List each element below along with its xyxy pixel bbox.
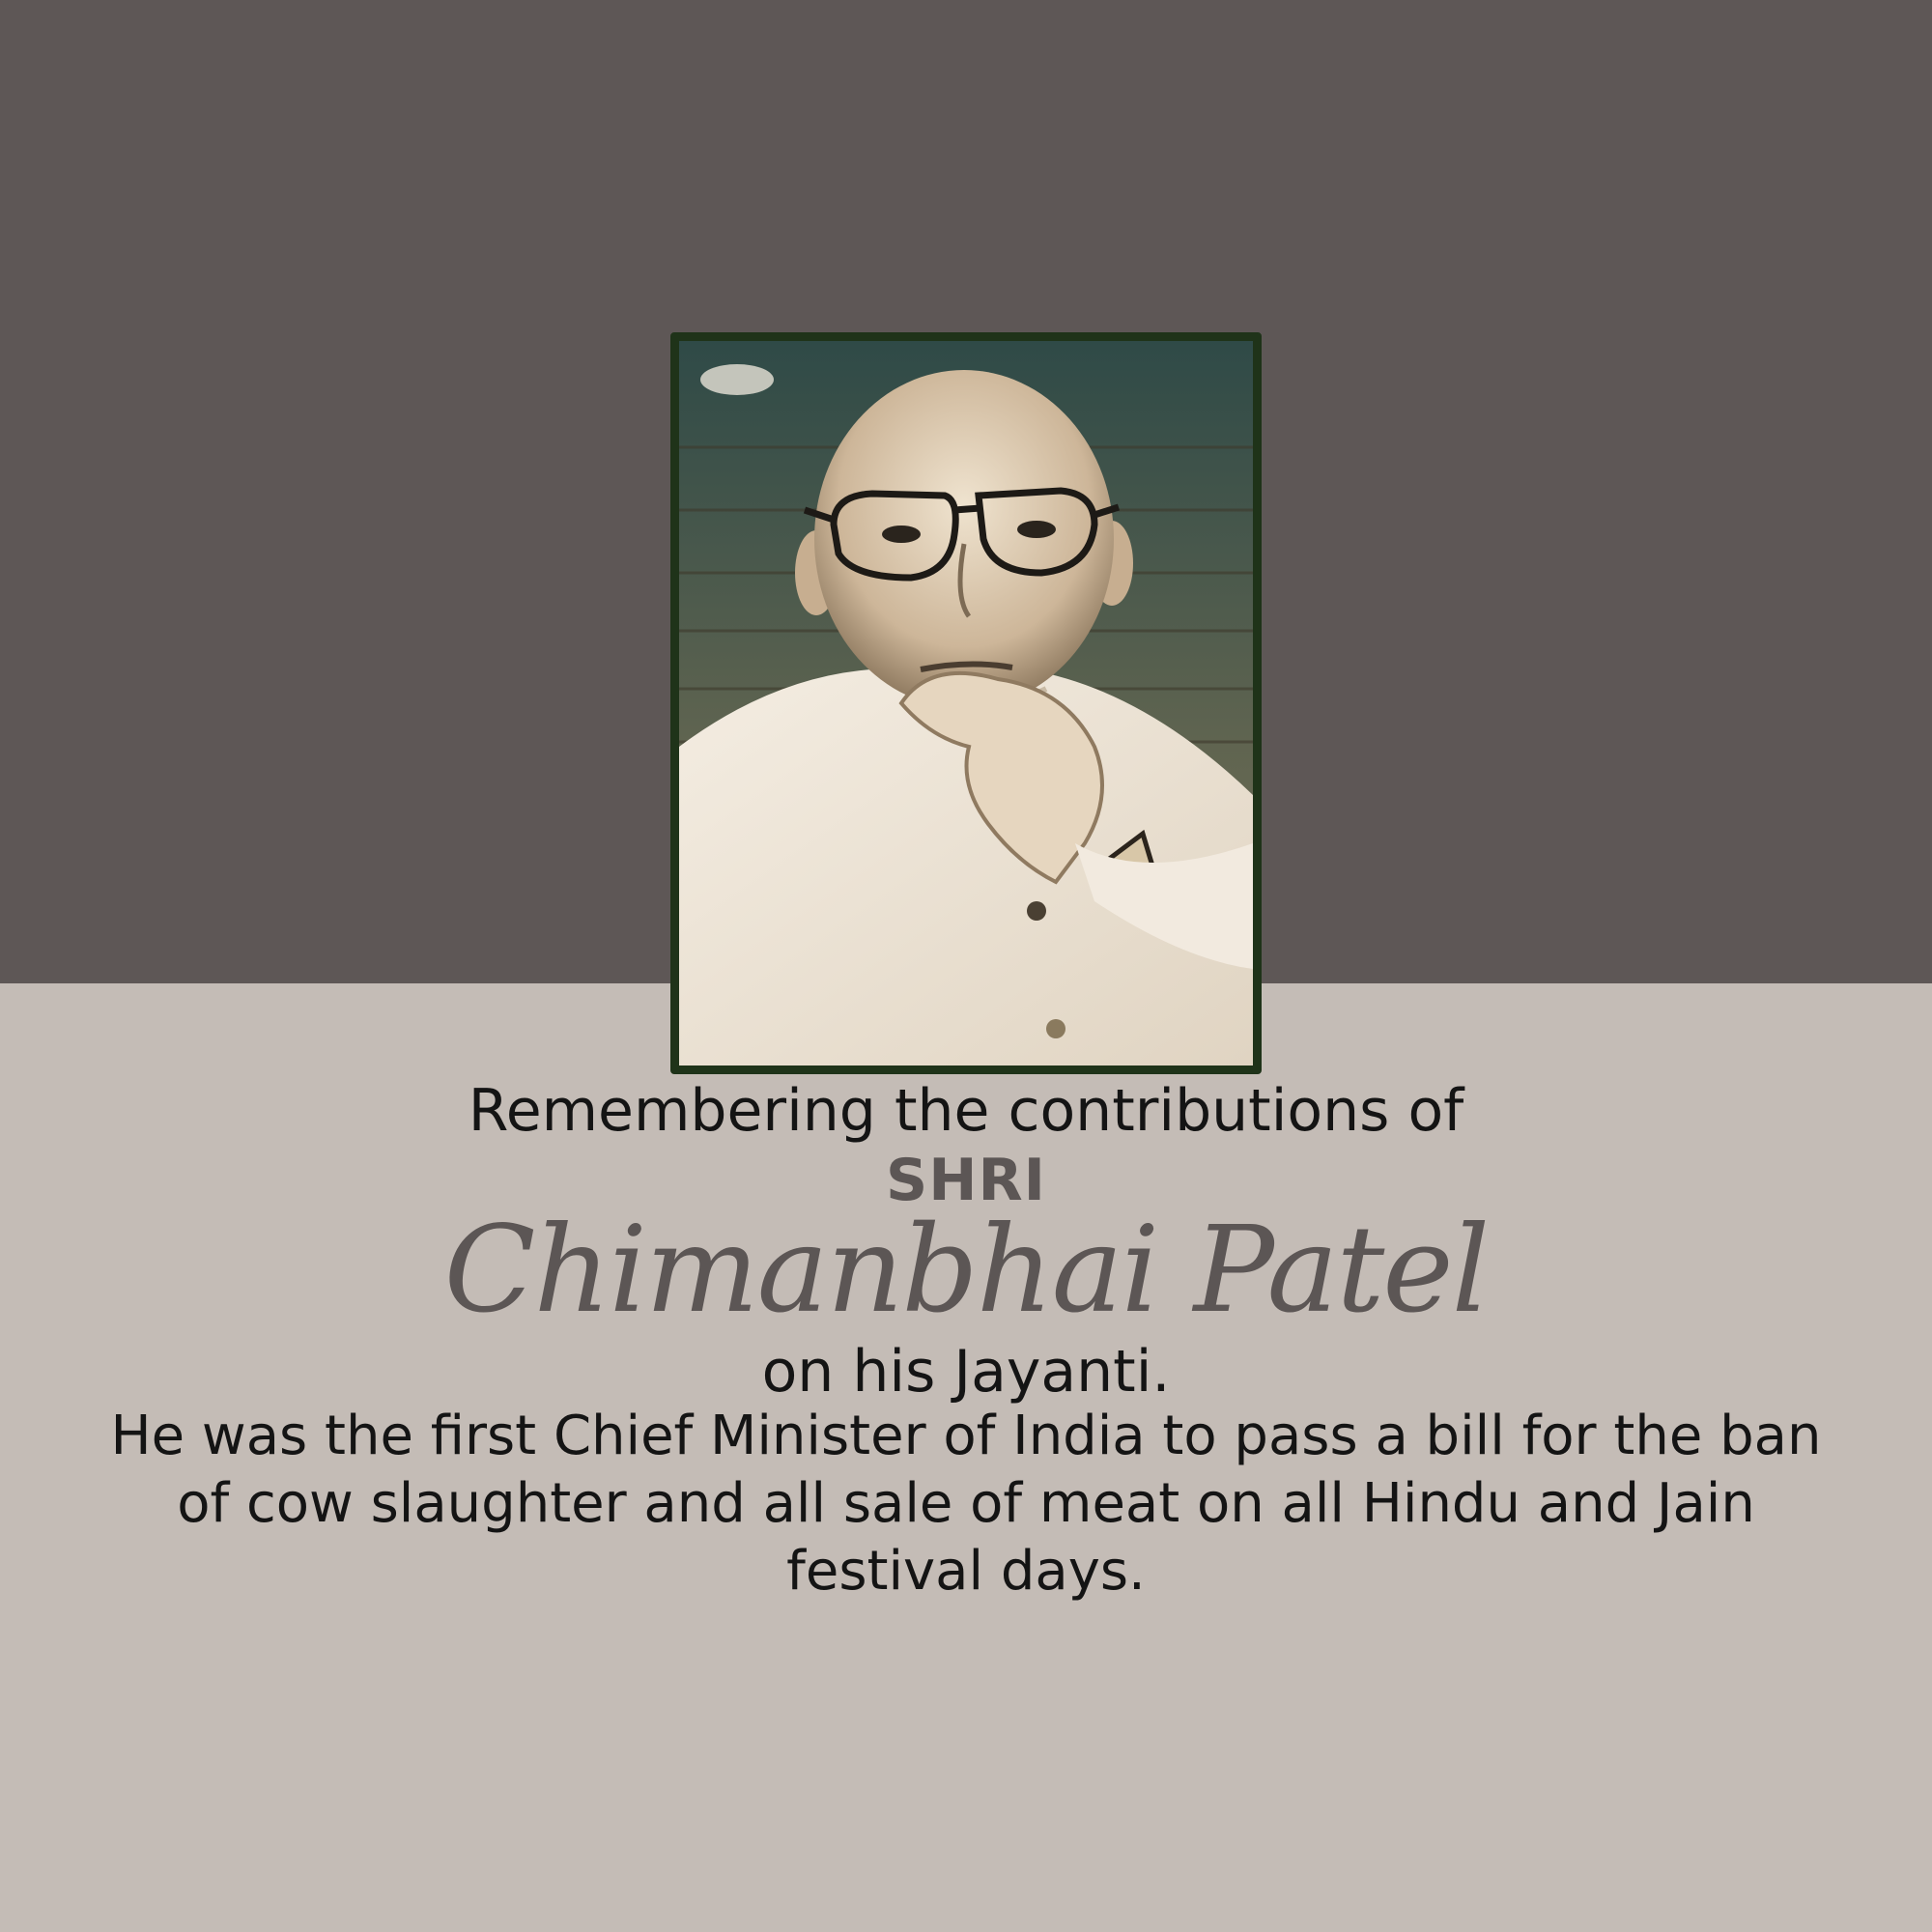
eye-right — [1017, 521, 1056, 538]
honorific-text: SHRI — [886, 1147, 1046, 1214]
portrait-photo — [679, 341, 1253, 1065]
eye-left — [882, 526, 921, 543]
portrait-photo-frame — [670, 332, 1262, 1074]
description-text: He was the first Chief Minister of India to pass a bill for the ban of cow slaughter and all sale of meat on all Hindu and Jain festival days. — [110, 1405, 1822, 1603]
shirt-button — [1027, 901, 1046, 921]
head — [814, 370, 1114, 708]
person-name: Chimanbhai Patel — [443, 1201, 1489, 1340]
light-glare — [700, 364, 774, 395]
occasion-text: on his Jayanti. — [761, 1338, 1171, 1406]
intro-text: Remembering the contributions of — [468, 1077, 1464, 1145]
shirt-button — [1046, 1019, 1065, 1038]
